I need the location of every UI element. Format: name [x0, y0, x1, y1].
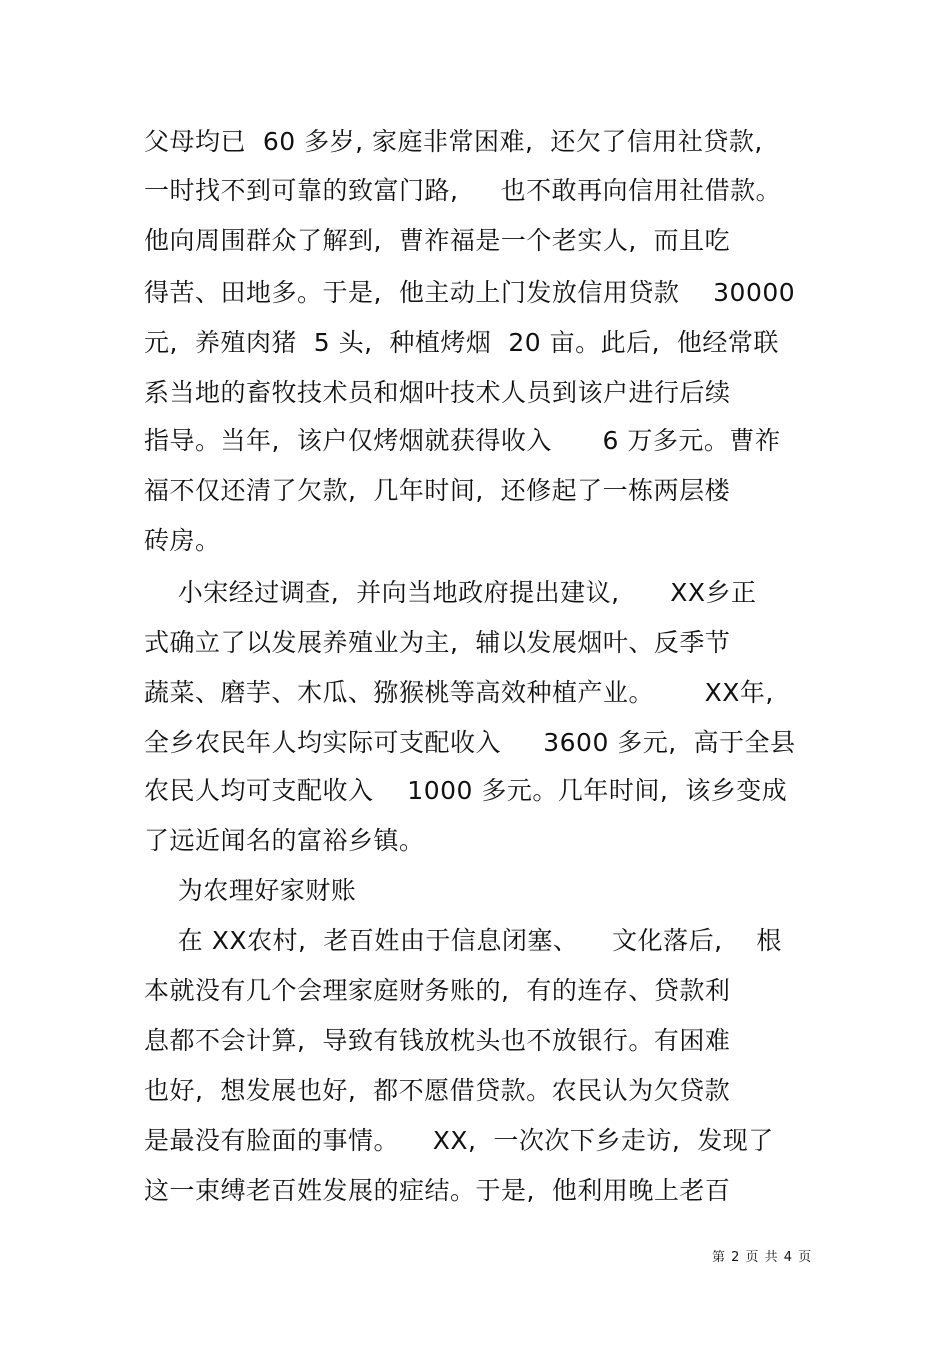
text-line: 福不仅还清了欠款, 几年时间, 还修起了一栋两层楼	[144, 476, 731, 505]
text-line: 他向周围群众了解到, 曹祚福是一个老实人, 而且吃	[144, 226, 731, 255]
text-line: 砖房。	[144, 526, 221, 555]
text-line: 元, 养殖肉猪 5 头, 种植烤烟 20 亩。此后, 他经常联	[144, 328, 779, 357]
text-line: 一时找不到可靠的致富门路, 也不敢再向信用社借款。	[144, 176, 782, 205]
text-line: 式确立了以发展养殖业为主, 辅以发展烟叶、反季节	[144, 628, 731, 657]
text-line: 系当地的畜牧技术员和烟叶技术人员到该户进行后续	[144, 378, 731, 407]
text-line: 全乡农民年人均实际可支配收入 3600 多元, 高于全县	[144, 728, 796, 757]
text-line: 父母均已 60 多岁, 家庭非常困难, 还欠了信用社贷款,	[144, 127, 763, 156]
text-line: 指导。当年, 该户仅烤烟就获得收入 6 万多元。曹祚	[144, 426, 781, 455]
text-line: 了远近闻名的富裕乡镇。	[144, 826, 425, 855]
text-line: 农民人均可支配收入 1000 多元。几年时间, 该乡变成	[144, 776, 788, 805]
text-line: 息都不会计算, 导致有钱放枕头也不放银行。有困难	[144, 1026, 731, 1055]
text-line: 也好, 想发展也好, 都不愿借贷款。农民认为欠贷款	[144, 1076, 731, 1105]
section-heading: 为农理好家财账	[144, 876, 357, 905]
text-line: 得苦、田地多。于是, 他主动上门发放信用贷款 30000	[144, 278, 796, 307]
text-line: 这一束缚老百姓发展的症结。于是, 他利用晚上老百	[144, 1176, 731, 1205]
text-line: 本就没有几个会理家庭财务账的, 有的连存、贷款利	[144, 976, 731, 1005]
text-line: 蔬菜、磨芋、木瓜、猕猴桃等高效种植产业。 XX年,	[144, 678, 774, 707]
paragraph-start-line: 在 XX农村, 老百姓由于信息闭塞、 文化落后, 根	[144, 926, 782, 955]
page-number-footer: 第 2 页 共 4 页	[712, 1250, 813, 1265]
paragraph-start-line: 小宋经过调查, 并向当地政府提出建议, XX乡正	[144, 578, 757, 607]
text-line: 是最没有脸面的事情。 XX, 一次次下乡走访, 发现了	[144, 1126, 774, 1155]
